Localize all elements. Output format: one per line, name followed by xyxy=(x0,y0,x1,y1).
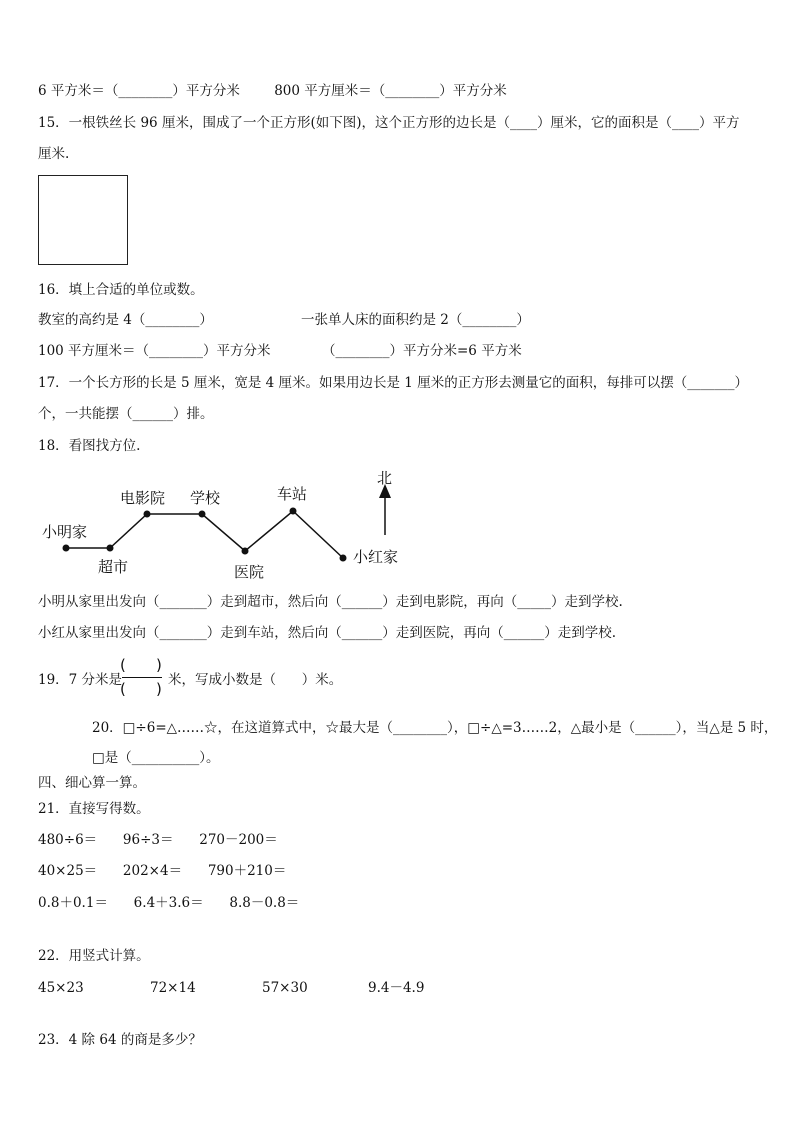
question-22-item-d: 9.4－4.9 xyxy=(368,980,425,996)
point-chaoshi xyxy=(107,545,114,552)
question-17-line1: 17．一个长方形的长是 5 厘米，宽是 4 厘米。如果用边长是 1 厘米的正方形去测量它的面积，每排可以摆（_______） xyxy=(38,375,748,391)
label-chezhan: 车站 xyxy=(277,485,308,503)
point-dianyingyuan xyxy=(144,511,151,518)
route-line xyxy=(66,511,343,558)
question-22-item-a: 45×23 xyxy=(38,980,84,996)
question-18-xiaohong: 小红从家里出发向（_______）走到车站，然后向（______）走到医院，再向（______）走到学校. xyxy=(38,625,617,641)
question-17-line2: 个，一共能摆（______）排。 xyxy=(38,406,214,422)
label-xiaohong: 小红家 xyxy=(353,548,399,566)
fraction-blank: ( ) ( ) xyxy=(120,656,162,698)
question-21-title: 21．直接写得数。 xyxy=(38,801,150,817)
point-chezhan xyxy=(290,508,297,515)
question-21-row2: 40×25＝ 202×4＝ 790＋210＝ xyxy=(38,863,287,879)
section-4-heading: 四、细心算一算。 xyxy=(38,775,146,791)
question-20-line1: 20．□÷6=△……☆，在这道算式中，☆最大是（________），□÷△=3……2，△最小是（______），当△是 5 时， xyxy=(92,720,778,736)
question-22-item-c: 57×30 xyxy=(262,980,308,996)
question-15-line2: 厘米. xyxy=(38,146,70,162)
conversion-line: 6 平方米＝（________）平方分米 800 平方厘米＝（________）平方分米 xyxy=(38,83,507,99)
question-18-title: 18．看图找方位. xyxy=(38,438,141,454)
question-16-item-a: 教室的高约是 4（________） xyxy=(38,312,213,328)
label-xiaoming: 小明家 xyxy=(42,523,88,541)
question-20-line2: □是（__________）。 xyxy=(92,750,220,766)
question-16-item-b: 一张单人床的面积约是 2（________） xyxy=(301,312,530,328)
question-15-line1: 15．一根铁丝长 96 厘米，围成了一个正方形(如下图)，这个正方形的边长是（____）厘米，它的面积是（____）平方 xyxy=(38,115,740,131)
question-16-item-c: 100 平方厘米＝（________）平方分米 xyxy=(38,343,271,359)
label-dianyingyuan: 电影院 xyxy=(120,489,166,507)
label-chaoshi: 超市 xyxy=(98,558,129,576)
label-yiyuan: 医院 xyxy=(234,563,265,581)
question-16-title: 16．填上合适的单位或数。 xyxy=(38,282,204,298)
question-23: 23．4 除 64 的商是多少？ xyxy=(38,1032,202,1048)
point-xuexiao xyxy=(199,511,206,518)
label-xuexiao: 学校 xyxy=(190,489,221,507)
label-north: 北 xyxy=(377,469,393,487)
question-21-row1: 480÷6＝ 96÷3＝ 270－200＝ xyxy=(38,832,278,848)
question-22-item-b: 72×14 xyxy=(150,980,196,996)
point-xiaohong xyxy=(340,555,347,562)
question-19-prefix: 19．7 分米是 xyxy=(38,672,123,688)
question-21-row3: 0.8＋0.1＝ 6.4＋3.6＝ 8.8－0.8＝ xyxy=(38,895,300,911)
question-19-suffix: 米，写成小数是（ ）米。 xyxy=(168,672,343,688)
point-xiaoming xyxy=(63,545,70,552)
question-18-xiaoming: 小明从家里出发向（_______）走到超市，然后向（______）走到电影院，再向（_____）走到学校. xyxy=(38,594,623,610)
question-22-title: 22．用竖式计算。 xyxy=(38,948,150,964)
question-16-item-d: （________）平方分米=6 平方米 xyxy=(322,343,522,359)
point-yiyuan xyxy=(242,548,249,555)
